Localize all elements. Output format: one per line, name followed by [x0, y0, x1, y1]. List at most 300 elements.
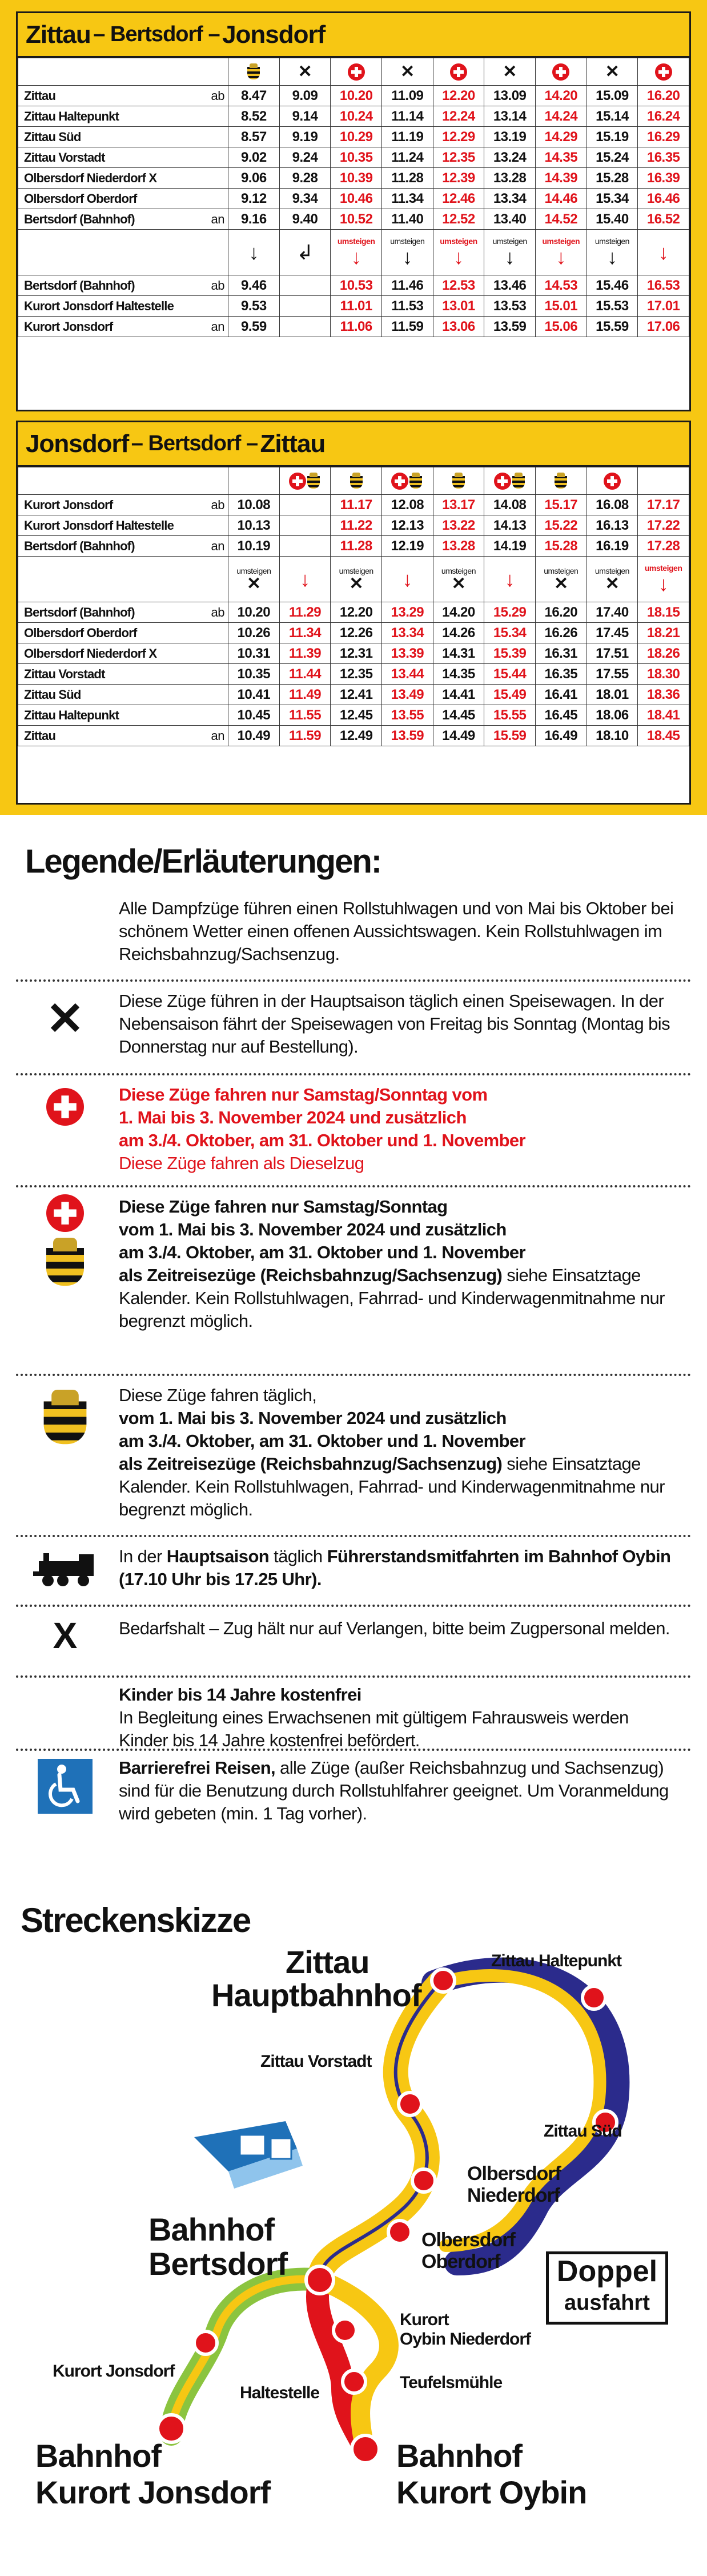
time-cell: 11.06	[331, 317, 382, 337]
time-cell: 15.14	[587, 106, 638, 127]
red-cross-crest-icon	[279, 467, 331, 495]
time-cell: 11.55	[279, 705, 331, 726]
map-label-olbersdorf-oberdorf-2: Oberdorf	[421, 2251, 500, 2273]
map-label-olbersdorf-oberdorf: Olbersdorf	[421, 2229, 515, 2251]
station-name: Zittau Süd	[18, 127, 195, 147]
time-cell: 18.36	[638, 685, 689, 705]
time-cell: 12.46	[433, 189, 484, 209]
title-part: Jonsdorf	[222, 20, 326, 49]
time-cell: 15.34	[587, 189, 638, 209]
time-cell: 10.31	[228, 643, 280, 664]
arrow-down-icon: ↓	[402, 245, 413, 269]
time-cell: 13.39	[381, 643, 433, 664]
legend-text: Bedarfshalt – Zug hält nur auf Verlangen, bitte beim Zugpersonal melden.	[119, 1618, 670, 1638]
legend-row-fuehrerstand	[16, 1537, 691, 1607]
legend-row-bedarfshalt	[16, 1607, 691, 1678]
time-cell: 14.41	[433, 685, 484, 705]
time-cell: 13.22	[433, 515, 484, 536]
arrow-left-icon: ↲	[296, 240, 314, 264]
legend-text: am 3./4. Oktober, am 31. Oktober und 1. November	[119, 1242, 526, 1262]
red-cross-icon	[25, 1098, 105, 1115]
time-cell: 15.46	[587, 275, 638, 296]
fork-knife-icon: ✕	[279, 58, 331, 86]
time-cell: 11.34	[381, 189, 433, 209]
time-cell: 8.47	[228, 86, 280, 106]
time-cell: 14.35	[433, 664, 484, 685]
time-cell: 12.35	[433, 147, 484, 168]
arrival-departure-mark	[195, 106, 228, 127]
arrival-departure-mark	[195, 189, 228, 209]
map-label-kurort-jonsdorf: Kurort Jonsdorf	[53, 2362, 175, 2381]
umsteigen-label: umsteigen	[542, 236, 580, 246]
time-cell: 14.26	[433, 623, 484, 643]
map-label-olbersdorf-niederdorf-2: Niederdorf	[467, 2185, 560, 2206]
crest-icon	[228, 58, 280, 86]
ausfahrt-label: ausfahrt	[564, 2291, 650, 2315]
legend-text: alle Züge (außer Reichsbahnzug und Sachsenzug) sind für die Benutzung durch Rollstuhlfahrer geeignet. Um Voranmeldung wird gebeten (min. 1 Tag vorher).	[119, 1758, 669, 1823]
time-cell: 13.46	[484, 275, 536, 296]
legend-text: siehe Einsatztage Kalender. Kein Rollstuhlwagen, Fahrrad- und Kinderwagenmitnahme nur begrenzt möglich.	[119, 1265, 665, 1331]
station-name: Olbersdorf Niederdorf X	[18, 643, 195, 664]
arrow-down-icon: ↓	[658, 240, 669, 264]
bedarfshalt-icon: X	[53, 1615, 78, 1656]
time-cell: 10.49	[228, 726, 280, 746]
time-cell: 15.49	[484, 685, 536, 705]
legend-row-zeitreise-wochenende	[16, 1187, 691, 1376]
time-cell: 11.34	[279, 623, 331, 643]
time-cell: 10.41	[228, 685, 280, 705]
time-cell: 13.44	[381, 664, 433, 685]
time-cell: 13.59	[381, 726, 433, 746]
time-cell: 10.08	[228, 495, 280, 515]
time-cell: 11.40	[381, 209, 433, 230]
legend-title: Legende/Erläuterungen:	[25, 843, 381, 880]
time-cell: 12.29	[433, 127, 484, 147]
arrival-departure-mark: ab	[195, 495, 228, 515]
time-cell: 18.41	[638, 705, 689, 726]
arrow-down-icon: ↓	[607, 245, 617, 269]
time-cell: 9.12	[228, 189, 280, 209]
fork-knife-icon: ✕	[451, 574, 466, 593]
legend-text: Diese Züge fahren nur Samstag/Sonntag	[119, 1197, 448, 1217]
arrival-departure-mark: ab	[195, 86, 228, 106]
time-cell: 11.53	[381, 296, 433, 317]
crest-icon	[331, 467, 382, 495]
time-cell: 10.46	[331, 189, 382, 209]
umsteigen-label: umsteigen	[236, 566, 271, 575]
time-cell: 16.26	[535, 623, 587, 643]
time-cell: 9.46	[228, 275, 280, 296]
time-cell: 16.20	[638, 86, 689, 106]
time-cell: 13.28	[433, 536, 484, 557]
station-name: Kurort Jonsdorf	[18, 317, 195, 337]
station-name: Kurort Jonsdorf Haltestelle	[18, 515, 195, 536]
time-cell: 10.52	[331, 209, 382, 230]
umsteigen-label: umsteigen	[339, 566, 373, 575]
locomotive-icon	[25, 1549, 105, 1591]
timetable-jonsdorf-zittau	[16, 421, 691, 805]
time-cell: 15.17	[535, 495, 587, 515]
map-label-hauptbahnhof: Hauptbahnhof	[211, 1977, 421, 2013]
legend-text: Führerstandsmitfahrten im Bahnhof Oybin (17.10 Uhr bis 17.25 Uhr).	[119, 1546, 671, 1589]
time-cell: 13.14	[484, 106, 536, 127]
time-cell: 12.35	[331, 664, 382, 685]
arrival-departure-mark: an	[195, 536, 228, 557]
table-row	[18, 495, 689, 515]
time-cell: 14.24	[535, 106, 587, 127]
time-cell: 12.41	[331, 685, 382, 705]
time-cell: 11.29	[279, 602, 331, 623]
time-cell: 16.31	[535, 643, 587, 664]
arrow-down-icon: ↓	[351, 245, 361, 269]
legend-text: In Begleitung eines Erwachsenen mit gültigem Fahrausweis werden Kinder bis 14 Jahre kostenfrei befördert.	[119, 1707, 629, 1750]
time-cell: 13.55	[381, 705, 433, 726]
time-cell: 16.19	[587, 536, 638, 557]
red-cross-crest-icon	[381, 467, 433, 495]
time-cell: 15.59	[484, 726, 536, 746]
fork-knife-icon: ✕	[247, 574, 261, 593]
time-cell: 13.49	[381, 685, 433, 705]
doppelausfahrt-box	[546, 2251, 668, 2325]
time-cell: 18.30	[638, 664, 689, 685]
table-row	[18, 515, 689, 536]
time-cell: 14.49	[433, 726, 484, 746]
time-cell: 13.01	[433, 296, 484, 317]
time-cell: 12.20	[331, 602, 382, 623]
legend-text: am 3./4. Oktober, am 31. Oktober und 1. November	[119, 1431, 526, 1451]
map-label-zittau-haltepunkt: Zittau Haltepunkt	[491, 1951, 621, 1970]
station-name: Bertsdorf (Bahnhof)	[18, 602, 195, 623]
time-cell: 11.46	[381, 275, 433, 296]
time-cell: 11.22	[331, 515, 382, 536]
station-name: Bertsdorf (Bahnhof)	[18, 536, 195, 557]
time-cell: 13.34	[381, 623, 433, 643]
time-cell: 13.29	[381, 602, 433, 623]
arrow-down-icon: ↓	[504, 245, 515, 269]
timetable-zittau-jonsdorf	[16, 11, 691, 411]
time-cell: 11.14	[381, 106, 433, 127]
time-cell: 18.15	[638, 602, 689, 623]
time-cell: 12.53	[433, 275, 484, 296]
time-cell: 12.13	[381, 515, 433, 536]
station-name: Bertsdorf (Bahnhof)	[18, 209, 195, 230]
time-cell: 11.44	[279, 664, 331, 685]
time-cell: 13.17	[433, 495, 484, 515]
icon-row	[18, 58, 689, 86]
table-row	[18, 664, 689, 685]
time-cell: 16.24	[638, 106, 689, 127]
time-cell: 12.45	[331, 705, 382, 726]
time-cell: 9.28	[279, 168, 331, 189]
time-cell: 15.09	[587, 86, 638, 106]
time-cell: 13.34	[484, 189, 536, 209]
time-cell: 10.35	[228, 664, 280, 685]
time-cell: 15.29	[484, 602, 536, 623]
title-part: Jonsdorf	[26, 429, 129, 458]
table-row	[18, 602, 689, 623]
umsteigen-row	[18, 230, 689, 275]
station-name: Olbersdorf Oberdorf	[18, 189, 195, 209]
time-cell: 12.52	[433, 209, 484, 230]
table-row	[18, 209, 689, 230]
title-part: Zittau	[260, 429, 326, 458]
wheelchair-icon	[25, 1759, 105, 1817]
swimming-pool-icon	[194, 2121, 303, 2189]
umsteigen-label: umsteigen	[492, 236, 527, 246]
time-cell: 10.45	[228, 705, 280, 726]
time-cell: 17.40	[587, 602, 638, 623]
arrival-departure-mark: ab	[195, 602, 228, 623]
time-cell	[279, 515, 331, 536]
legend-text: vom 1. Mai bis 3. November 2024 und zusätzlich	[119, 1408, 507, 1428]
crest-icon	[25, 1410, 105, 1427]
umsteigen-row	[18, 557, 689, 602]
time-cell: 15.06	[535, 317, 587, 337]
time-cell: 16.20	[535, 602, 587, 623]
arrival-departure-mark	[195, 296, 228, 317]
time-cell: 9.14	[279, 106, 331, 127]
time-cell: 14.29	[535, 127, 587, 147]
time-cell: 12.24	[433, 106, 484, 127]
legend-row-barrierefrei	[16, 1751, 691, 1831]
station-name: Zittau	[18, 86, 195, 106]
time-cell: 10.24	[331, 106, 382, 127]
timetable-title	[18, 422, 689, 467]
time-cell: 11.17	[331, 495, 382, 515]
map-label-kurort-jonsdorf-big: Kurort Jonsdorf	[35, 2474, 271, 2510]
legend-text: In der	[119, 1546, 167, 1566]
time-cell: 10.13	[228, 515, 280, 536]
map-label-bahnhof-bertsdorf: Bahnhof	[148, 2211, 275, 2247]
red-cross-crest-icon	[484, 467, 536, 495]
umsteigen-label: umsteigen	[644, 563, 682, 573]
time-cell: 16.35	[638, 147, 689, 168]
fork-knife-icon: ✕	[587, 58, 638, 86]
legend-row-speisewagen	[16, 982, 691, 1075]
map-label-zittau-sued: Zittau Süd	[544, 2122, 622, 2141]
crest-icon	[433, 467, 484, 495]
time-cell: 16.45	[535, 705, 587, 726]
legend-text: als Zeitreisezüge (Reichsbahnzug/Sachsenzug)	[119, 1454, 503, 1474]
map-label-bertsdorf: Bertsdorf	[148, 2246, 288, 2282]
time-cell: 15.28	[535, 536, 587, 557]
time-cell: 13.59	[484, 317, 536, 337]
station-name: Bertsdorf (Bahnhof)	[18, 275, 195, 296]
timetable-frame	[0, 0, 707, 815]
arrival-departure-mark: an	[195, 317, 228, 337]
time-cell	[279, 296, 331, 317]
time-cell: 15.44	[484, 664, 536, 685]
arrow-down-icon: ↓	[300, 567, 310, 591]
arrival-departure-mark	[195, 643, 228, 664]
legend-text: Hauptsaison	[166, 1546, 270, 1566]
station-name: Zittau Haltepunkt	[18, 106, 195, 127]
time-cell: 12.39	[433, 168, 484, 189]
legend-text: täglich	[269, 1546, 327, 1566]
table-row	[18, 86, 689, 106]
table-row	[18, 296, 689, 317]
time-cell: 9.59	[228, 317, 280, 337]
map-label-bahnhof-oybin: Bahnhof	[396, 2438, 523, 2474]
arrival-departure-mark	[195, 664, 228, 685]
time-cell: 13.28	[484, 168, 536, 189]
time-cell: 18.10	[587, 726, 638, 746]
table-row	[18, 536, 689, 557]
fork-knife-icon: ✕	[349, 574, 363, 593]
doppel-label: Doppel	[556, 2255, 658, 2288]
arrival-departure-mark: an	[195, 209, 228, 230]
time-cell: 14.20	[535, 86, 587, 106]
time-cell: 16.39	[638, 168, 689, 189]
arrival-departure-mark	[195, 685, 228, 705]
time-cell: 9.02	[228, 147, 280, 168]
station-name: Zittau Vorstadt	[18, 664, 195, 685]
time-cell	[279, 495, 331, 515]
time-cell: 17.22	[638, 515, 689, 536]
time-cell: 8.52	[228, 106, 280, 127]
timetable-title	[18, 13, 689, 58]
station-name: Zittau Haltepunkt	[18, 705, 195, 726]
time-cell: 9.16	[228, 209, 280, 230]
map-label-oybin-niederdorf: Oybin Niederdorf	[400, 2330, 531, 2349]
map-label-kurort-oybin: Kurort Oybin	[396, 2474, 587, 2510]
time-cell: 16.41	[535, 685, 587, 705]
time-cell: 16.08	[587, 495, 638, 515]
time-cell: 17.45	[587, 623, 638, 643]
time-cell: 11.24	[381, 147, 433, 168]
legend-row-kinder	[16, 1678, 691, 1751]
time-cell: 11.28	[381, 168, 433, 189]
arrow-down-icon: ↓	[556, 245, 567, 269]
arrival-departure-mark: an	[195, 726, 228, 746]
icon-row	[18, 467, 689, 495]
time-cell: 16.35	[535, 664, 587, 685]
time-cell: 14.31	[433, 643, 484, 664]
red-cross-crest-icon	[25, 1205, 105, 1272]
time-cell: 15.28	[587, 168, 638, 189]
legend-text: als Zeitreisezüge (Reichsbahnzug/Sachsenzug)	[119, 1265, 503, 1285]
map-label-kurort-oybin-niederdorf: Kurort	[400, 2310, 449, 2329]
time-cell: 15.59	[587, 317, 638, 337]
time-cell: 9.53	[228, 296, 280, 317]
table-row	[18, 705, 689, 726]
title-part: Zittau	[26, 20, 91, 49]
time-cell: 14.46	[535, 189, 587, 209]
time-cell: 11.09	[381, 86, 433, 106]
map-title: Streckenskizze	[21, 1901, 251, 1939]
legend-row-diesel	[16, 1075, 691, 1187]
time-cell: 15.19	[587, 127, 638, 147]
umsteigen-label: umsteigen	[544, 566, 579, 575]
time-cell: 13.24	[484, 147, 536, 168]
time-cell: 14.08	[484, 495, 536, 515]
legend-row-rollstuhl	[16, 891, 691, 982]
time-cell: 17.06	[638, 317, 689, 337]
title-part: – Bertsdorf –	[131, 431, 258, 455]
time-cell: 13.53	[484, 296, 536, 317]
table-row	[18, 317, 689, 337]
time-cell: 18.01	[587, 685, 638, 705]
legend-text: Diese Züge führen in der Hauptsaison täglich einen Speisewagen. In der Nebensaison fährt der Speisewagen von Freitag bis Sonntag (Montag bis Donnerstag nur auf Bestellung).	[119, 991, 670, 1057]
fork-knife-icon: ✕	[605, 574, 620, 593]
time-cell: 14.53	[535, 275, 587, 296]
map-label-bahnhof-jonsdorf: Bahnhof	[35, 2438, 162, 2474]
legend-text: siehe Einsatztage Kalender. Kein Rollstuhlwagen, Fahrrad- und Kinderwagenmitnahme nur begrenzt möglich.	[119, 1454, 665, 1519]
time-cell: 17.51	[587, 643, 638, 664]
time-cell: 9.09	[279, 86, 331, 106]
red-cross-icon	[587, 467, 638, 495]
map-label-olbersdorf-niederdorf: Olbersdorf	[467, 2163, 561, 2185]
arrow-down-icon: ↓	[402, 567, 413, 591]
time-cell: 15.22	[535, 515, 587, 536]
time-cell: 10.39	[331, 168, 382, 189]
timetable-table	[18, 467, 689, 746]
time-cell: 8.57	[228, 127, 280, 147]
time-cell: 10.26	[228, 623, 280, 643]
time-cell: 11.01	[331, 296, 382, 317]
time-cell: 14.52	[535, 209, 587, 230]
time-cell: 16.53	[638, 275, 689, 296]
time-cell: 12.31	[331, 643, 382, 664]
time-cell: 15.01	[535, 296, 587, 317]
umsteigen-label: umsteigen	[337, 236, 375, 246]
time-cell: 18.45	[638, 726, 689, 746]
umsteigen-label: umsteigen	[440, 236, 477, 246]
fork-knife-icon: ✕	[46, 993, 85, 1044]
time-cell: 12.20	[433, 86, 484, 106]
station-name: Kurort Jonsdorf	[18, 495, 195, 515]
time-cell: 10.20	[331, 86, 382, 106]
time-cell: 9.06	[228, 168, 280, 189]
time-cell: 16.13	[587, 515, 638, 536]
legend-text: Diese Züge fahren nur Samstag/Sonntag vom	[119, 1085, 488, 1105]
time-cell	[279, 536, 331, 557]
time-cell: 10.35	[331, 147, 382, 168]
table-row	[18, 726, 689, 746]
time-cell: 11.49	[279, 685, 331, 705]
time-cell: 10.19	[228, 536, 280, 557]
time-cell: 14.19	[484, 536, 536, 557]
arrival-departure-mark	[195, 515, 228, 536]
time-cell: 11.59	[279, 726, 331, 746]
map-label-zittau-vorstadt: Zittau Vorstadt	[260, 2052, 372, 2071]
time-cell: 12.19	[381, 536, 433, 557]
table-row	[18, 189, 689, 209]
time-cell: 17.17	[638, 495, 689, 515]
legend-text: Diese Züge fahren täglich,	[119, 1385, 317, 1405]
map-label-haltestelle: Haltestelle	[240, 2383, 320, 2402]
legend-text: 1. Mai bis 3. November 2024 und zusätzlich	[119, 1107, 467, 1127]
time-cell: 9.24	[279, 147, 331, 168]
table-row	[18, 685, 689, 705]
time-cell: 10.29	[331, 127, 382, 147]
arrival-departure-mark	[195, 623, 228, 643]
time-cell: 17.01	[638, 296, 689, 317]
arrow-down-icon: ↓	[453, 245, 464, 269]
time-cell: 15.39	[484, 643, 536, 664]
station-name: Zittau	[18, 726, 195, 746]
title-part: – Bertsdorf –	[93, 22, 220, 46]
time-cell: 16.46	[638, 189, 689, 209]
time-cell: 13.19	[484, 127, 536, 147]
table-row	[18, 147, 689, 168]
time-cell: 18.21	[638, 623, 689, 643]
station-name: Olbersdorf Niederdorf X	[18, 168, 195, 189]
umsteigen-label: umsteigen	[594, 236, 629, 246]
time-cell: 13.40	[484, 209, 536, 230]
crest-icon	[535, 467, 587, 495]
time-cell: 13.09	[484, 86, 536, 106]
